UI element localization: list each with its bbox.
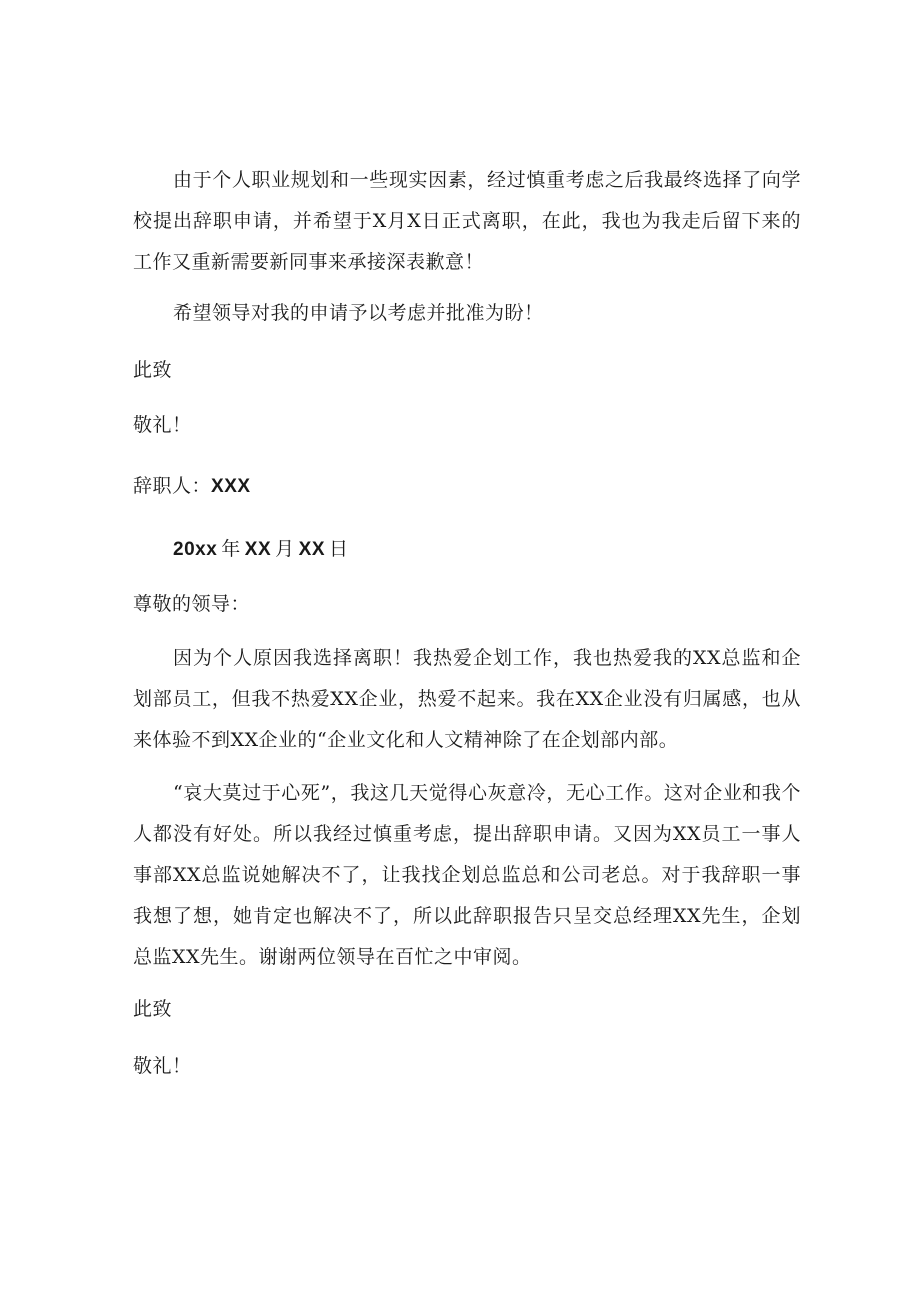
date-year-unit: 年: [221, 538, 241, 560]
letter2-body-paragraph-1: 因为个人原因我选择离职！我热爱企划工作，我也热爱我的XX总监和企划部员工，但我不热爱XX企业，热爱不起来。我在XX企业没有归属感，也从来体验不到XX企业的“企业文化和人文精神除了在企划部内部。: [133, 647, 801, 751]
date-month-unit: 月: [275, 538, 295, 560]
date-day: XX: [298, 539, 326, 560]
signer-label: 辞职人：: [133, 475, 212, 497]
letter2-salutation: 尊敬的领导：: [133, 593, 251, 615]
letter1-date: [173, 534, 349, 565]
letter2-closing-jingli: 敬礼！: [133, 1055, 192, 1077]
date-year: 20xx: [173, 539, 218, 560]
letter1-body-paragraph-1: 由于个人职业规划和一些现实因素，经过慎重考虑之后我最终选择了向学校提出辞职申请，并希望于X月X日正式离职，在此，我也为我走后留下来的工作又重新需要新同事来承接深表歉意！: [133, 169, 801, 273]
letter2-closing-cizhi: 此致: [133, 998, 173, 1020]
letter1-signature: [133, 471, 251, 502]
letter1-closing-jingli: 敬礼！: [133, 414, 192, 436]
date-month: XX: [244, 539, 272, 560]
letter1-body-paragraph-2: 希望领导对我的申请予以考虑并批准为盼！: [173, 302, 544, 324]
date-day-unit: 日: [329, 538, 349, 560]
letter1-closing-cizhi: 此致: [133, 359, 173, 381]
signer-name: XXX: [211, 476, 251, 497]
letter2-body-paragraph-2: “哀大莫过于心死”，我这几天觉得心灰意冷，无心工作。这对企业和我个人都没有好处。所以我经过慎重考虑，提出辞职申请。又因为XX员工一事人事部XX总监说她解决不了，让我找企划总监总和公司老总。对于我辞职一事我想了想，她肯定也解决不了，所以此辞职报告只呈交总经理XX先生，企划总监XX先生。谢谢两位领导在百忙之中审阅。: [133, 782, 801, 968]
